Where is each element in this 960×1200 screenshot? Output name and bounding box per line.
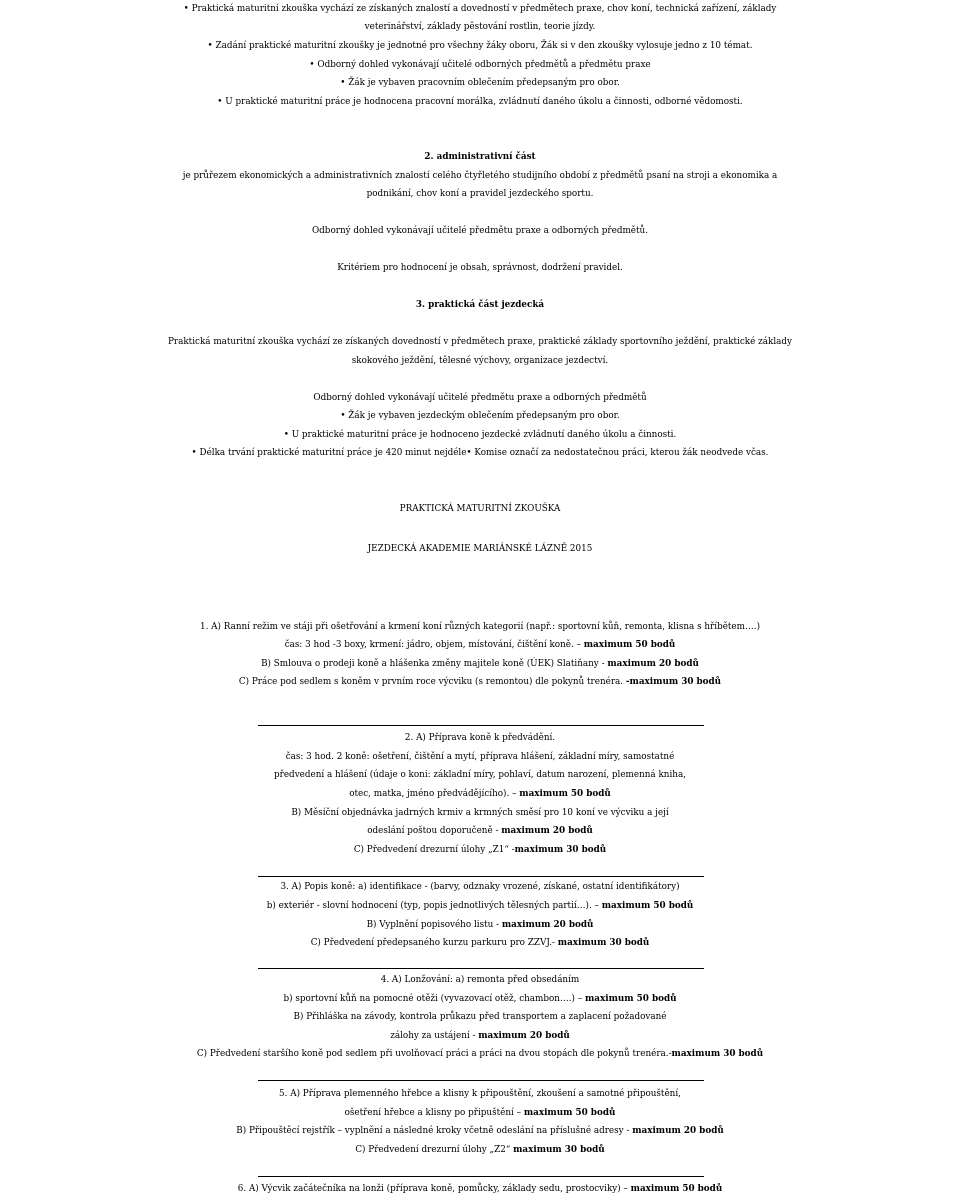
intro-line-1: • Praktická maturitní zkouška vychází ze získaných znalostí a dovedností v předmětech praxe, chov koní, technická zařízení, základy xyxy=(183,4,777,14)
intro-line-3: • Zadání praktické maturitní zkoušky je jednotné pro všechny žáky oboru, Žák si v den zkoušky vylosuje jedno z 10 témat. xyxy=(207,41,753,51)
intro-line-5: • Žák je vybaven pracovním oblečením předepsaným pro obor. xyxy=(340,78,620,88)
topic-2-a-points: maximum 50 bodů xyxy=(519,789,611,799)
topic-2-a-line-3: předvedení a hlášení (údaje o koni: základní míry, pohlaví, datum narození, plemenná kniha, xyxy=(274,770,686,780)
admin-heading: 2. administrativní část xyxy=(424,152,536,162)
topic-4-b-line-2: zálohy za ustájení - maximum 20 bodů xyxy=(390,1031,570,1041)
divider xyxy=(258,876,704,877)
topic-2-a: 2. A) Příprava koně k předvádění. xyxy=(404,733,556,743)
topic-1-b-points: maximum 20 bodů xyxy=(607,659,699,669)
topic-6-a-points: maximum 50 bodů xyxy=(630,1184,723,1194)
exam-subtitle: JEZDECKÁ AKADEMIE MARIÁNSKÉ LÁZNĚ 2015 xyxy=(367,544,593,554)
topic-4-c: C) Předvedení staršího koně pod sedlem při uvolňovací práci a práci na dvou stopách dle pokynů trenéra.-maximum 30 bodů xyxy=(196,1049,764,1059)
topic-5-a: 5. A) Příprava plemenného hřebce a klisny k připouštění, zkoušení a samotné připouštění, xyxy=(279,1089,681,1099)
topic-3-b-points: maximum 20 bodů xyxy=(501,920,594,930)
topic-4-a: 4. A) Lonžování: a) remonta před obsedáním xyxy=(380,975,580,985)
topic-4-a-points: maximum 50 bodů xyxy=(584,994,677,1004)
riding-supervision: Odborný dohled vykonávají učitelé předmětu praxe a odborných předmětů xyxy=(313,393,647,403)
riding-bullet-2: • U praktické maturitní práce je hodnoceno jezdecké zvládnutí daného úkolu a činnosti. xyxy=(283,430,677,440)
topic-5-c-points: maximum 30 bodů xyxy=(513,1145,605,1155)
topic-4-a-line-2: b) sportovní kůň na pomocné otěži (vyvazovací otěž, chambon….) – maximum 50 bodů xyxy=(283,994,677,1004)
topic-1-a-detail: čas: 3 hod -3 boxy, krmení: jádro, objem, místování, čištění koně. – maximum 50 bodů xyxy=(284,640,676,650)
topic-3-a-line-2: b) exteriér - slovní hodnocení (typ, popis jednotlivých tělesných partií…). – maximum 50 bodů xyxy=(266,901,694,911)
admin-criteria: Kritériem pro hodnocení je obsah, správnost, dodržení pravidel. xyxy=(337,263,623,273)
riding-line-2: skokového ježdění, tělesné výchovy, organizace jezdectví. xyxy=(351,356,609,366)
topic-1-a: 1. A) Ranní režim ve stáji při ošetřování a krmení koní různých kategorií (např.: sportovní kůň, remonta, klisna s hříbětem….) xyxy=(199,622,761,632)
admin-line-1: je průřezem ekonomických a administrativních znalostí celého čtyřletého studijního období z předmětů psaní na stroji a ekonomika a xyxy=(182,171,778,181)
divider xyxy=(258,1176,704,1177)
admin-line-2: podnikání, chov koní a pravidel jezdeckého sportu. xyxy=(366,189,594,199)
topic-4-c-points: maximum 30 bodů xyxy=(671,1049,764,1059)
topic-3-b: B) Vyplnění popisového listu - maximum 20 bodů xyxy=(366,920,594,930)
topic-2-c-points: maximum 30 bodů xyxy=(514,845,607,855)
topic-5-b: B) Připouštěcí rejstřík – vyplnění a následné kroky včetně odeslání na příslušné adresy - maximum 20 bodů xyxy=(236,1126,724,1136)
topic-5-a-line-2: ošetření hřebce a klisny po připuštění – maximum 50 bodů xyxy=(344,1108,616,1118)
intro-line-6: • U praktické maturitní práce je hodnocena pracovní morálka, zvládnutí daného úkolu a činnosti, odborné vědomosti. xyxy=(217,97,743,107)
topic-5-b-points: maximum 20 bodů xyxy=(632,1126,724,1136)
topic-6-a: 6. A) Výcvik začátečníka na lonži (příprava koně, pomůcky, základy sedu, prostocviky) – maximum 50 bodů xyxy=(237,1184,723,1194)
riding-line-1: Praktická maturitní zkouška vychází ze získaných dovedností v předmětech praxe, praktické základy sportovního ježdění, praktické základy xyxy=(167,337,793,347)
topic-4-b: B) Přihláška na závody, kontrola průkazu před transportem a zaplacení požadované xyxy=(293,1012,667,1022)
topic-1-a-points: maximum 50 bodů xyxy=(583,640,676,650)
riding-bullet-3: • Délka trvání praktické maturitní práce je 420 minut nejdéle• Komise označí za nedostatečnou práci, kterou žák neodvede včas. xyxy=(191,448,769,458)
topic-2-b: B) Měsíční objednávka jadrných krmiv a krmných směsí pro 10 koní ve výcviku a její xyxy=(291,808,669,818)
riding-bullet-1: • Žák je vybaven jezdeckým oblečením předepsaným pro obor. xyxy=(340,411,620,421)
topic-2-a-line-2: čas: 3 hod. 2 koně: ošetření, čištění a mytí, příprava hlášení, základní míry, samostatné xyxy=(285,752,675,762)
topic-3-c-points: maximum 30 bodů xyxy=(557,938,650,948)
intro-line-4: • Odborný dohled vykonávají učitelé odborných předmětů a předmětu praxe xyxy=(309,60,651,70)
topic-4-b-points: maximum 20 bodů xyxy=(478,1031,570,1041)
riding-heading: 3. praktická část jezdecká xyxy=(415,300,545,310)
topic-2-c: C) Předvedení drezurní úlohy „Z1“ -maximum 30 bodů xyxy=(353,845,607,855)
topic-2-b-line-2: odeslání poštou doporučeně - maximum 20 bodů xyxy=(367,826,593,836)
topic-5-a-points: maximum 50 bodů xyxy=(523,1108,616,1118)
topic-3-a: 3. A) Popis koně: a) identifikace - (barvy, odznaky vrozené, získané, ostatní identifikátory) xyxy=(280,882,680,892)
divider xyxy=(258,1080,704,1081)
topic-1-c-points: -maximum 30 bodů xyxy=(625,677,722,687)
topic-5-c: C) Předvedení drezurní úlohy „Z2“ maximum 30 bodů xyxy=(355,1145,605,1155)
topic-2-a-line-4: otec, matka, jméno předvádějícího). – maximum 50 bodů xyxy=(349,789,611,799)
exam-title: PRAKTICKÁ MATURITNÍ ZKOUŠKA xyxy=(399,504,561,514)
topic-3-c: C) Předvedení předepsaného kurzu parkuru pro ZZVJ.- maximum 30 bodů xyxy=(310,938,650,948)
topic-3-a-points: maximum 50 bodů xyxy=(601,901,694,911)
divider xyxy=(258,725,704,726)
topic-1-b: B) Smlouva o prodeji koně a hlášenka změny majitele koně (ÚEK) Slatiňany - maximum 20 bodů xyxy=(261,659,699,669)
topic-1-c: C) Práce pod sedlem s koněm v prvním roce výcviku (s remontou) dle pokynů trenéra. -maximum 30 bodů xyxy=(238,677,722,687)
admin-supervision: Odborný dohled vykonávají učitelé předmětu praxe a odborných předmětů. xyxy=(311,226,649,236)
intro-line-2: veterinářství, základy pěstování rostlin, teorie jízdy. xyxy=(364,22,596,32)
topic-2-b-points: maximum 20 bodů xyxy=(501,826,593,836)
divider xyxy=(258,968,704,969)
